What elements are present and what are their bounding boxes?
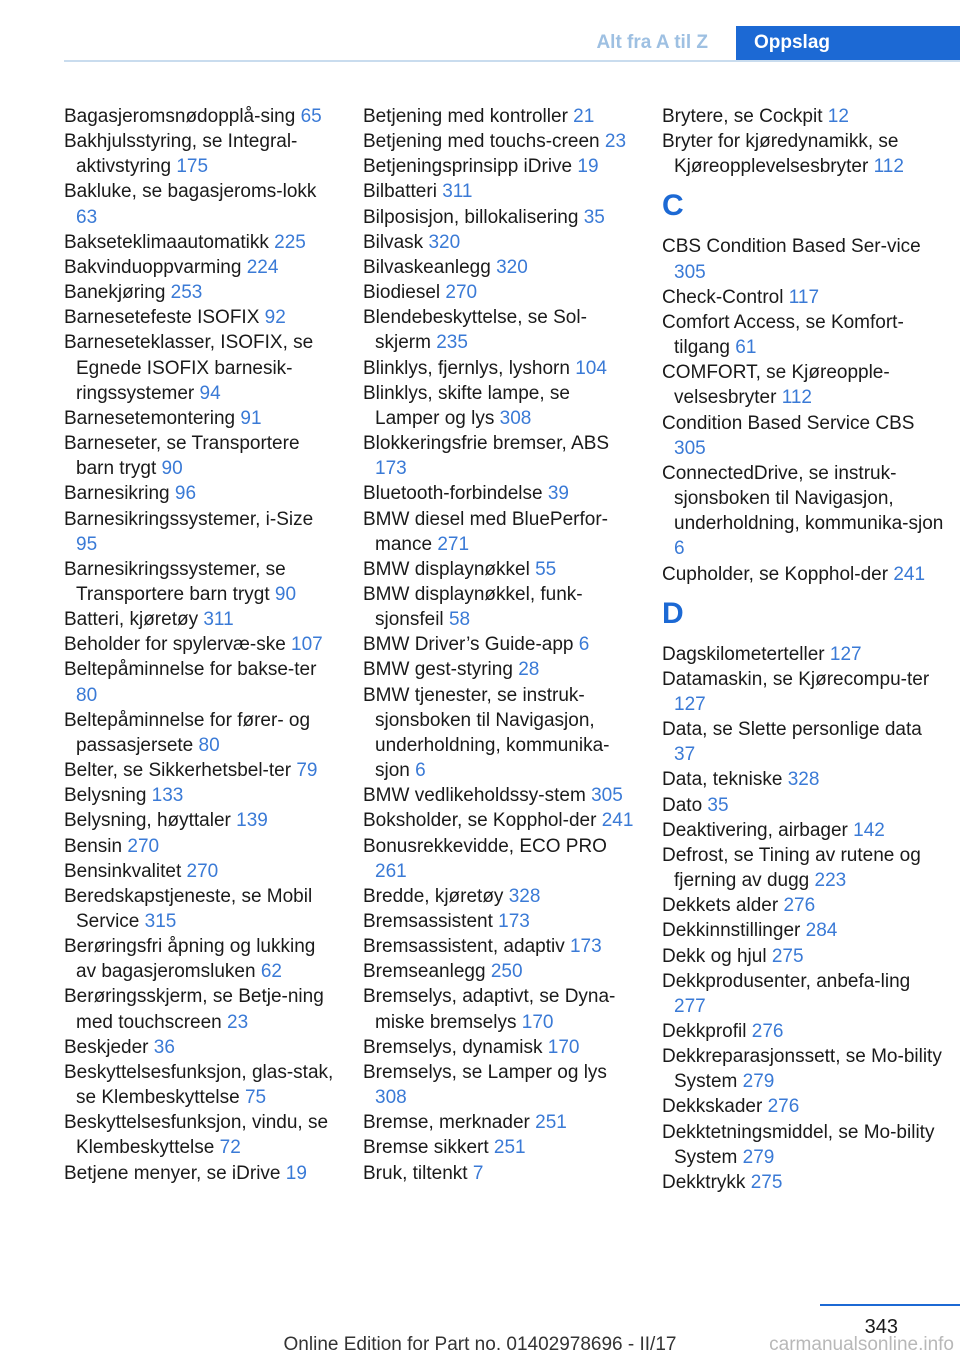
page-reference-link[interactable]: 311 [442,181,473,203]
entry-term: Beltepåminnelse for fører- og passasjersete [64,709,311,756]
index-entry [662,793,947,818]
page-reference-link[interactable]: 224 [246,256,279,278]
entry-term: Bonusrekkevidde, ECO PRO [363,835,607,857]
page-reference-link[interactable]: 251 [493,1137,526,1159]
index-entry [363,230,635,255]
entry-term: Dekkreparasjonssett, se Mo-bility System [662,1046,942,1093]
page-reference-link[interactable]: 35 [707,794,729,816]
header-rule [64,60,960,62]
chapter-tab[interactable]: Oppslag [736,26,960,62]
footer-rule [820,1304,960,1306]
index-entry [662,1094,947,1119]
entry-term: BMW vedlikeholdssy-stem [363,785,586,807]
index-column-1 [64,104,339,1186]
index-entry [662,1170,947,1195]
page-reference-link[interactable]: 270 [127,835,160,857]
index-entry [363,582,635,632]
page-reference-link[interactable]: 275 [750,1171,783,1193]
entry-term: Dekkprofil [662,1021,747,1042]
index-entry [363,834,635,884]
entry-term: Bensinkvalitet [64,860,182,882]
page-reference-link[interactable]: 39 [547,483,569,505]
index-entry [64,1060,339,1110]
entry-term: Bremsassistent [363,911,493,932]
entry-term: Bremselys, adaptivt, se Dyna-miske bremselys [363,986,616,1033]
entry-term: Berøringsfri åpning og lukking av bagasjeromsluken [64,936,316,983]
entry-term: Dato [662,794,703,816]
entry-term: Bakvinduoppvarming [64,256,242,278]
page-reference-link[interactable]: 173 [498,911,530,932]
entry-term: Beskyttelsesfunksjon, vindu, se Klembeskyttelse [64,1112,329,1159]
entry-term: Deaktivering, airbager [662,819,848,841]
entry-term: CBS Condition Based Ser-vice [662,236,921,258]
page-reference-link[interactable]: 276 [751,1021,784,1042]
page-number: 343 [864,1316,898,1338]
index-entry [662,893,947,918]
index-entry [363,104,635,129]
entry-term: Dekk og hjul [662,945,767,967]
page-reference-link[interactable]: 235 [436,332,468,354]
page-reference-link[interactable]: 6 [674,538,685,560]
index-entry [363,657,635,682]
page-reference-link[interactable]: 80 [198,734,220,756]
index-entry [363,808,635,833]
index-entry [662,843,947,893]
entry-term: Boksholder, se Kopphol-der [363,810,597,832]
page-reference-link[interactable]: 275 [771,945,804,967]
index-entry [662,969,947,1019]
index-entry [363,557,635,582]
entry-term: Bensin [64,835,123,857]
entry-term: Barnesikringssystemer, se Transportere barn trygt [64,558,286,605]
entry-term: Barnesetefeste ISOFIX [64,307,260,329]
page-reference-link[interactable]: 276 [767,1096,800,1118]
index-entry [662,918,947,943]
page-reference-link[interactable]: 23 [604,131,627,153]
index-entry [64,607,339,632]
entry-term: Beredskapstjeneste, se Mobil Service [64,885,313,932]
page-reference-link[interactable]: 270 [186,860,219,882]
entry-term: Belysning, høyttaler [64,810,231,832]
page-reference-link[interactable]: 35 [583,206,605,228]
index-entry [363,1060,635,1110]
index-entry [363,255,635,280]
index-entry [662,1019,947,1044]
page-reference-link[interactable]: 19 [577,156,599,178]
entry-term: Barnesikring [64,483,170,505]
entry-term: Betjene menyer, se iDrive [64,1162,281,1184]
index-entry [64,1110,339,1160]
entry-term: Blendebeskyttelse, se Sol-skjerm [363,307,587,354]
entry-term: Bakhjulsstyring, se Integral-aktivstyring [64,131,298,178]
index-entry [662,461,947,562]
page-reference-link[interactable]: 223 [814,870,847,892]
page-reference-link[interactable]: 112 [781,387,812,409]
entry-term: Barneseter, se Transportere barn trygt [64,433,300,480]
page-header [64,26,960,62]
entry-term: Bilposisjon, billokalisering [363,206,579,228]
index-entry [64,255,339,280]
page-reference-link[interactable]: 225 [274,231,306,253]
entry-term: ConnectedDrive, se instruk-sjonsboken til Navigasjon, underholdning, kommunika-sjon [662,462,944,535]
index-entry [64,179,339,229]
page-reference-link[interactable]: 170 [521,1011,554,1033]
entry-term: Bremse, merknader [363,1112,530,1134]
section-title: Alt fra A til Z [596,32,708,53]
entry-term: Banekjøring [64,282,166,304]
page-reference-link[interactable]: 36 [153,1036,175,1058]
index-entry [64,934,339,984]
entry-term: Bilvask [363,231,424,253]
index-entry [64,808,339,833]
entry-term: Dekkskader [662,1096,763,1118]
entry-term: Barnesikringssystemer, i-Size [64,508,314,530]
index-column-2 [363,104,635,1186]
entry-term: Bremseanlegg [363,961,486,983]
index-entry [662,944,947,969]
page-reference-link[interactable]: 311 [203,609,234,631]
page-reference-link[interactable]: 279 [742,1146,775,1168]
entry-term: Blinklys, skifte lampe, se Lamper og lys [363,382,570,429]
page-reference-link[interactable]: 315 [144,911,177,932]
page-reference-link[interactable]: 251 [535,1112,567,1134]
page-reference-link[interactable]: 79 [296,760,318,782]
index-entry [64,481,339,506]
page-reference-link[interactable]: 112 [873,156,904,178]
index-entry [64,431,339,481]
page-reference-link[interactable]: 90 [161,458,183,480]
page-reference-link[interactable]: 90 [274,583,297,605]
entry-term: Bremse sikkert [363,1137,489,1159]
page-reference-link[interactable]: 65 [300,106,322,127]
page-reference-link[interactable]: 284 [805,920,838,942]
entry-term: Blokkeringsfrie bremser, ABS [363,433,610,455]
entry-term: COMFORT, se Kjøreopple-velsesbryter [662,362,890,409]
index-entry [662,104,947,129]
index-entry [363,683,635,784]
page-reference-link[interactable]: 75 [244,1087,267,1109]
index-entry [363,1035,635,1060]
page-reference-link[interactable]: 250 [490,961,523,983]
page-reference-link[interactable]: 94 [199,382,221,404]
entry-term: Bakluke, se bagasjeroms-lokk [64,181,317,203]
index-entry [64,280,339,305]
page-reference-link[interactable]: 72 [219,1137,241,1159]
page-reference-link[interactable]: 279 [742,1071,775,1093]
entry-term: Dekkets alder [662,895,779,917]
index-entry [662,818,947,843]
page-reference-link[interactable]: 139 [236,810,268,832]
entry-term: Dekkinnstillinger [662,920,801,942]
index-entry [363,1110,635,1135]
entry-term: Dekkprodusenter, anbefa-ling [662,970,911,992]
index-entry [363,280,635,305]
entry-term: Condition Based Service CBS [662,412,915,434]
page-reference-link[interactable]: 270 [445,282,478,304]
page-reference-link[interactable]: 175 [176,156,209,178]
page-reference-link[interactable]: 62 [260,961,282,983]
entry-term: Defrost, se Tining av rutene og fjerning av dugg [662,844,921,892]
page-reference-link[interactable]: 91 [240,407,262,429]
entry-term: BMW displaynøkkel, funk-sjonsfeil [363,583,583,631]
index-entry [363,1161,635,1186]
index-entry [363,507,635,557]
index-entry [64,884,339,934]
entry-term: Bremselys, dynamisk [363,1036,543,1058]
page-reference-link[interactable]: 127 [829,643,862,665]
page-reference-link[interactable]: 261 [375,860,407,882]
page-reference-link[interactable]: 28 [518,659,540,681]
entry-term: Brytere, se Cockpit [662,106,823,127]
entry-term: Berøringsskjerm, se Betje-ning med touchscreen [64,986,324,1033]
entry-term: Barneseteklasser, ISOFIX, se Egnede ISOFIX barnesik-ringssystemer [64,332,314,404]
index-entry [662,642,947,667]
page-reference-link[interactable]: 104 [575,357,607,379]
page-reference-link[interactable]: 21 [573,106,595,127]
entry-term: BMW Driver’s Guide-app [363,634,574,656]
entry-term: Dekktetningsmiddel, se Mo-bility System [662,1121,935,1168]
index-entry [363,1135,635,1160]
index-entry [64,708,339,758]
index-entry [662,667,947,717]
index-entry [363,356,635,381]
index-entry [662,285,947,310]
index-entry [64,1161,339,1186]
page-reference-link[interactable]: 308 [499,407,532,429]
index-entry [363,205,635,230]
index-entry [363,984,635,1034]
page-reference-link[interactable]: 320 [496,256,528,278]
page-reference-link[interactable]: 6 [415,760,426,782]
entry-term: BMW tjenester, se instruk-sjonsboken til Navigasjon, underholdning, kommunika-sjon [363,684,610,782]
page-reference-link[interactable]: 305 [674,437,706,459]
page-reference-link[interactable]: 127 [674,693,706,715]
entry-term: Belysning [64,785,147,807]
page-reference-link[interactable]: 173 [375,458,407,480]
entry-term: Batteri, kjøretøy [64,609,199,631]
page-reference-link[interactable]: 328 [787,769,820,791]
page-reference-link[interactable]: 7 [472,1162,484,1184]
entry-term: Betjening med kontroller [363,106,568,127]
index-column-3 [662,104,947,1195]
index-entry [363,129,635,154]
page-reference-link[interactable]: 107 [291,634,323,656]
page-reference-link[interactable]: 96 [174,483,197,505]
page-reference-link[interactable]: 308 [375,1087,407,1109]
index-entry [64,758,339,783]
index-letter-heading: C [662,189,684,223]
entry-term: Beholder for spylervæ-ske [64,634,286,656]
index-entry [363,783,635,808]
page-reference-link[interactable]: 58 [448,609,471,631]
index-entry [662,1120,947,1170]
index-entry [64,657,339,707]
page-reference-link[interactable]: 92 [264,307,286,329]
page-reference-link[interactable]: 271 [437,533,470,555]
page-reference-link[interactable]: 12 [827,106,849,127]
index-entry [363,934,635,959]
index-entry [662,411,947,461]
entry-term: Bilvaskeanlegg [363,256,491,278]
index-entry [662,1044,947,1094]
entry-term: Bilbatteri [363,181,437,203]
index-entry [363,959,635,984]
index-entry [64,1035,339,1060]
index-entry [64,984,339,1034]
index-entry [363,179,635,204]
watermark: carmanualsonline.info [769,1334,954,1355]
page-reference-link[interactable]: 19 [285,1162,307,1184]
index-entry [363,632,635,657]
index-entry [662,562,947,587]
index-entry [363,431,635,481]
index-entry [64,783,339,808]
index-entry [662,360,947,410]
index-entry [363,909,635,934]
entry-term: Betjening med touchs-creen [363,131,600,153]
index-entry [64,507,339,557]
entry-term: Barnesetemontering [64,407,236,429]
index-entry [64,557,339,607]
entry-term: Comfort Access, se Komfort-tilgang [662,311,904,359]
entry-term: Cupholder, se Kopphol-der [662,563,889,585]
entry-term: Beltepåminnelse for bakse-ter [64,659,317,681]
index-entry [662,310,947,360]
entry-term: Bruk, tiltenkt [363,1162,468,1184]
page-reference-link[interactable]: 170 [547,1036,580,1058]
entry-term: Bredde, kjøretøy [363,885,504,907]
index-letter-heading: D [662,596,684,630]
entry-term: Dekktrykk [662,1171,746,1193]
index-entry [64,330,339,405]
entry-term: Datamaskin, se Kjørecompu-ter [662,668,930,690]
entry-term: Bremselys, se Lamper og lys [363,1061,607,1083]
index-entry [363,305,635,355]
entry-term: Biodiesel [363,282,441,304]
entry-term: Beskjeder [64,1036,149,1058]
page-reference-link[interactable]: 6 [578,634,590,656]
index-entry [363,884,635,909]
index-entry [64,129,339,179]
entry-term: Beskyttelsesfunksjon, glas-stak, se Klembeskyttelse [64,1061,334,1109]
index-entry [64,230,339,255]
index-entry [64,859,339,884]
page-reference-link[interactable]: 95 [76,533,98,555]
page-reference-link[interactable]: 142 [853,819,885,841]
index-entry [363,481,635,506]
entry-term: BMW diesel med BluePerfor-mance [363,508,608,555]
index-entry [662,717,947,767]
entry-term: Belter, se Sikkerhetsbel-ter [64,760,292,782]
page-reference-link[interactable]: 133 [151,785,184,807]
entry-term: Bremsassistent, adaptiv [363,936,565,958]
entry-term: Betjeningsprinsipp iDrive [363,156,573,178]
entry-term: Bryter for kjøredynamikk, se Kjøreopplevelsesbryter [662,131,899,178]
index-entry [64,406,339,431]
index-entry [64,305,339,330]
index-entry [363,381,635,431]
page-reference-link[interactable]: 276 [783,895,816,917]
entry-term: Dagskilometerteller [662,643,825,665]
edition-note: Online Edition for Part no. 01402978696 - II/17 [283,1334,677,1355]
entry-term: Bakseteklimaautomatikk [64,231,269,253]
index-entry [662,767,947,792]
index-entry [363,154,635,179]
index-entry [64,104,339,129]
entry-term: Check-Control [662,286,784,308]
page-reference-link[interactable]: 241 [893,563,926,585]
page-reference-link[interactable]: 328 [508,885,541,907]
index-entry [662,234,947,284]
page-reference-link[interactable]: 320 [428,231,461,253]
index-entry [662,129,947,179]
page-reference-link[interactable]: 63 [76,206,98,228]
entry-term: Data, se Slette personlige data [662,719,922,741]
page-reference-link[interactable]: 80 [76,684,98,706]
entry-term: Bagasjeromsnødopplå-sing [64,106,296,127]
page-reference-link[interactable]: 277 [674,995,706,1017]
entry-term: BMW gest-styring [363,659,513,681]
page-reference-link[interactable]: 55 [535,558,557,580]
entry-term: Bluetooth-forbindelse [363,483,543,505]
page-reference-link[interactable]: 117 [788,286,820,308]
page-reference-link[interactable]: 37 [674,744,696,766]
page-reference-link[interactable]: 305 [591,785,623,807]
page-reference-link[interactable]: 253 [170,282,203,304]
page-reference-link[interactable]: 305 [674,261,706,283]
page-reference-link[interactable]: 241 [601,810,634,832]
index-entry [64,632,339,657]
entry-term: Blinklys, fjernlys, lyshorn [363,357,570,379]
page-reference-link[interactable]: 23 [227,1011,249,1033]
index-entry [64,834,339,859]
entry-term: Data, tekniske [662,769,783,791]
page-reference-link[interactable]: 173 [569,936,602,958]
page-reference-link[interactable]: 61 [735,337,757,359]
entry-term: BMW displaynøkkel [363,558,530,580]
